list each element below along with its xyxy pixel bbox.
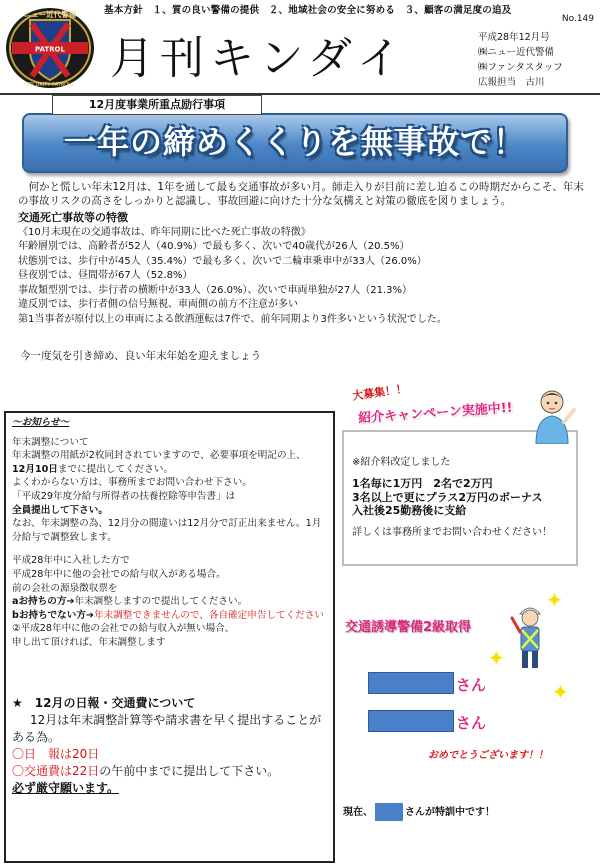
notice-line: 年末調整の用紙が2枚同封されていますので、必要事項を明記の上、 <box>12 450 306 462</box>
issue-date: 平成28年12月号 <box>478 32 550 43</box>
notice-line <box>12 463 330 477</box>
deadline-report-date: 20日 <box>72 747 100 761</box>
notice-line: 全員提出して下さい。 <box>12 504 108 516</box>
company-logo <box>4 6 96 90</box>
company-name-1: ㈱ニュー近代警備 <box>478 47 555 58</box>
honorific-1: さん <box>456 676 487 694</box>
deadline-report-label: 〇日 報は <box>12 747 73 761</box>
stats-line: 違反別では、歩行者側の信号無視、車両側の前方不注意が多い <box>18 299 298 310</box>
issue-number: No.149 <box>561 14 594 24</box>
stats-line: 状態別では、歩行中が45人（35.4%）で最も多く、次いで二輪車乗車中が33人（26.0%） <box>18 255 427 267</box>
staff-illustration-icon <box>528 388 576 444</box>
recruit-note: ※紹介料改定しました <box>352 457 451 468</box>
company-policy: 基本方針 １、質の良い警備の提供 ２、地域社会の安全に努める ３、顧客の満足度の追及 <box>104 5 512 16</box>
intro-text: 何かと慌しい年末12月は、1年を通して最も交通事故が多い月。師走入りが目前に差し迫るこの時期だからこそ、年末の事故リスクの高さをしっかりと認識し、事故回避に向けた十分な気構えと対策の徹底を図りましょう。 <box>18 181 584 207</box>
notice-line: 申し出て頂ければ、年末調整します <box>12 636 166 648</box>
training-notice <box>343 803 495 821</box>
stats-line: 昼夜別では、昼間帯が67人（52.8%） <box>18 270 193 281</box>
option-a-text: 年末調整しますので提出してください。 <box>74 596 248 608</box>
publisher-block <box>478 30 563 90</box>
deadline-transport <box>12 763 332 780</box>
notice-line <box>12 609 330 623</box>
option-b-text: 年末調整できませんので、各自確定申告してください <box>93 609 325 621</box>
recruit-details <box>352 456 574 539</box>
honorific-2: さん <box>456 714 487 732</box>
stats-line: 事故類型別では、歩行者の横断中が33人（26.0%）、次いで車両単独が27人（21.3%） <box>18 284 412 296</box>
notice-line: 「平成29年度分給与所得者の扶養控除等申告書」は <box>12 490 236 502</box>
stats-line: 《10月末現在の交通事故は、昨年同期に比べた死亡事故の特徴》 <box>18 226 311 238</box>
daily-report-section <box>12 695 332 797</box>
logo-band-text: PATROL <box>35 45 65 54</box>
congrats-message: おめでとうございます！！ <box>428 750 548 761</box>
focus-item-tag: 12月度事業所重点励行事項 <box>52 95 262 115</box>
name-redacted-1 <box>368 672 454 694</box>
notice-line: 前の会社の源泉徴収票を <box>12 582 118 594</box>
recruit-title: 紹介キャンペーン実施中!! <box>357 400 514 427</box>
logo-bottom-text: SECURITY PATROLS <box>25 82 75 88</box>
name-redacted-3 <box>375 803 403 821</box>
deadline-report <box>12 746 332 763</box>
sparkle-icon: ✦ <box>488 646 505 670</box>
notice-content <box>12 416 330 650</box>
recruit-reward-1: 1名毎に1万円 2名で2万円 <box>352 477 493 490</box>
recruit-reward-3: 入社後25勤務後に支給 <box>352 504 467 517</box>
training-suffix: さんが特訓中です！ <box>405 807 495 818</box>
headline-text: 一年の締めくくりを無事故で！ <box>63 123 526 161</box>
company-name-2: ㈱ファンタスタッフ <box>478 62 563 73</box>
closing-message: 今一度気を引き締め、良い年末年始を迎えましょう <box>20 350 262 362</box>
newsletter-title: 月刊キンダイ <box>110 33 407 84</box>
deadline-transport-rest: の午前中までに提出して下さい。 <box>99 764 280 778</box>
notice-line: 年末調整について <box>12 436 89 448</box>
intro-paragraph <box>18 180 586 208</box>
traffic-guard-illustration-icon <box>510 600 550 670</box>
notice-line: なお、年末調整の為、12月分の間違いは12月分で訂正出来ません。1月分給与で調整致します。 <box>12 518 322 543</box>
accident-stats <box>18 211 578 327</box>
deadline-transport-label: 〇交通費は22日 <box>12 764 100 778</box>
section-heading: ★ 12月の日報・交通費について <box>12 696 196 710</box>
strict-notice: 必ず厳守願います。 <box>12 781 120 795</box>
stats-line: 年齢層別では、高齢者が52人（40.9%）で最も多く、次いで40歳代が26人（20.5%） <box>18 241 410 252</box>
stats-heading: 交通死亡事故等の特徴 <box>18 211 128 224</box>
notice-title: ～お知らせ～ <box>12 417 70 428</box>
sparkle-icon: ✦ <box>552 680 569 704</box>
recruit-contact: 詳しくは事務所までお問い合わせください！ <box>352 526 552 538</box>
notice-line: よくわからない方は、事務所までお問い合わせ下さい。 <box>12 477 252 489</box>
name-redacted-2 <box>368 710 454 732</box>
sparkle-icon: ✦ <box>546 588 563 612</box>
recruit-reward-2: 3名以上で更にプラス2万円のボーナス <box>352 490 543 504</box>
deadline-date: 12月10日 <box>12 463 58 475</box>
pr-contact: 広報担当 古川 <box>478 77 545 88</box>
notice-line: 平成28年中に他の会社での給与収入がある場合。 <box>12 568 226 580</box>
training-prefix: 現在、 <box>343 807 373 818</box>
notice-line <box>12 595 330 609</box>
notice-line: ②平成28年中に他の会社での給与収入が無い場合、 <box>12 623 235 635</box>
qualification-title: 交通誘導警備2級取得 <box>345 620 472 635</box>
notice-line: 平成28年中に入社した方で <box>12 555 130 567</box>
recruit-big-label: 大募集！！ <box>351 382 408 403</box>
option-a-label: aお持ちの方➔ <box>12 596 75 608</box>
logo-top-text: ニュー近代警備 <box>23 10 77 19</box>
notice-line-rest: までに提出してください。 <box>57 463 174 475</box>
option-b-label: bお持ちでない方➔ <box>12 609 94 621</box>
section-body: 12月は年末調整計算等や請求書を早く提出することがある為。 <box>12 713 322 744</box>
stats-line: 第1当事者が原付以上の車両による飲酒運転は7件で、前年同期より3件多いという状況でした。 <box>18 313 447 325</box>
